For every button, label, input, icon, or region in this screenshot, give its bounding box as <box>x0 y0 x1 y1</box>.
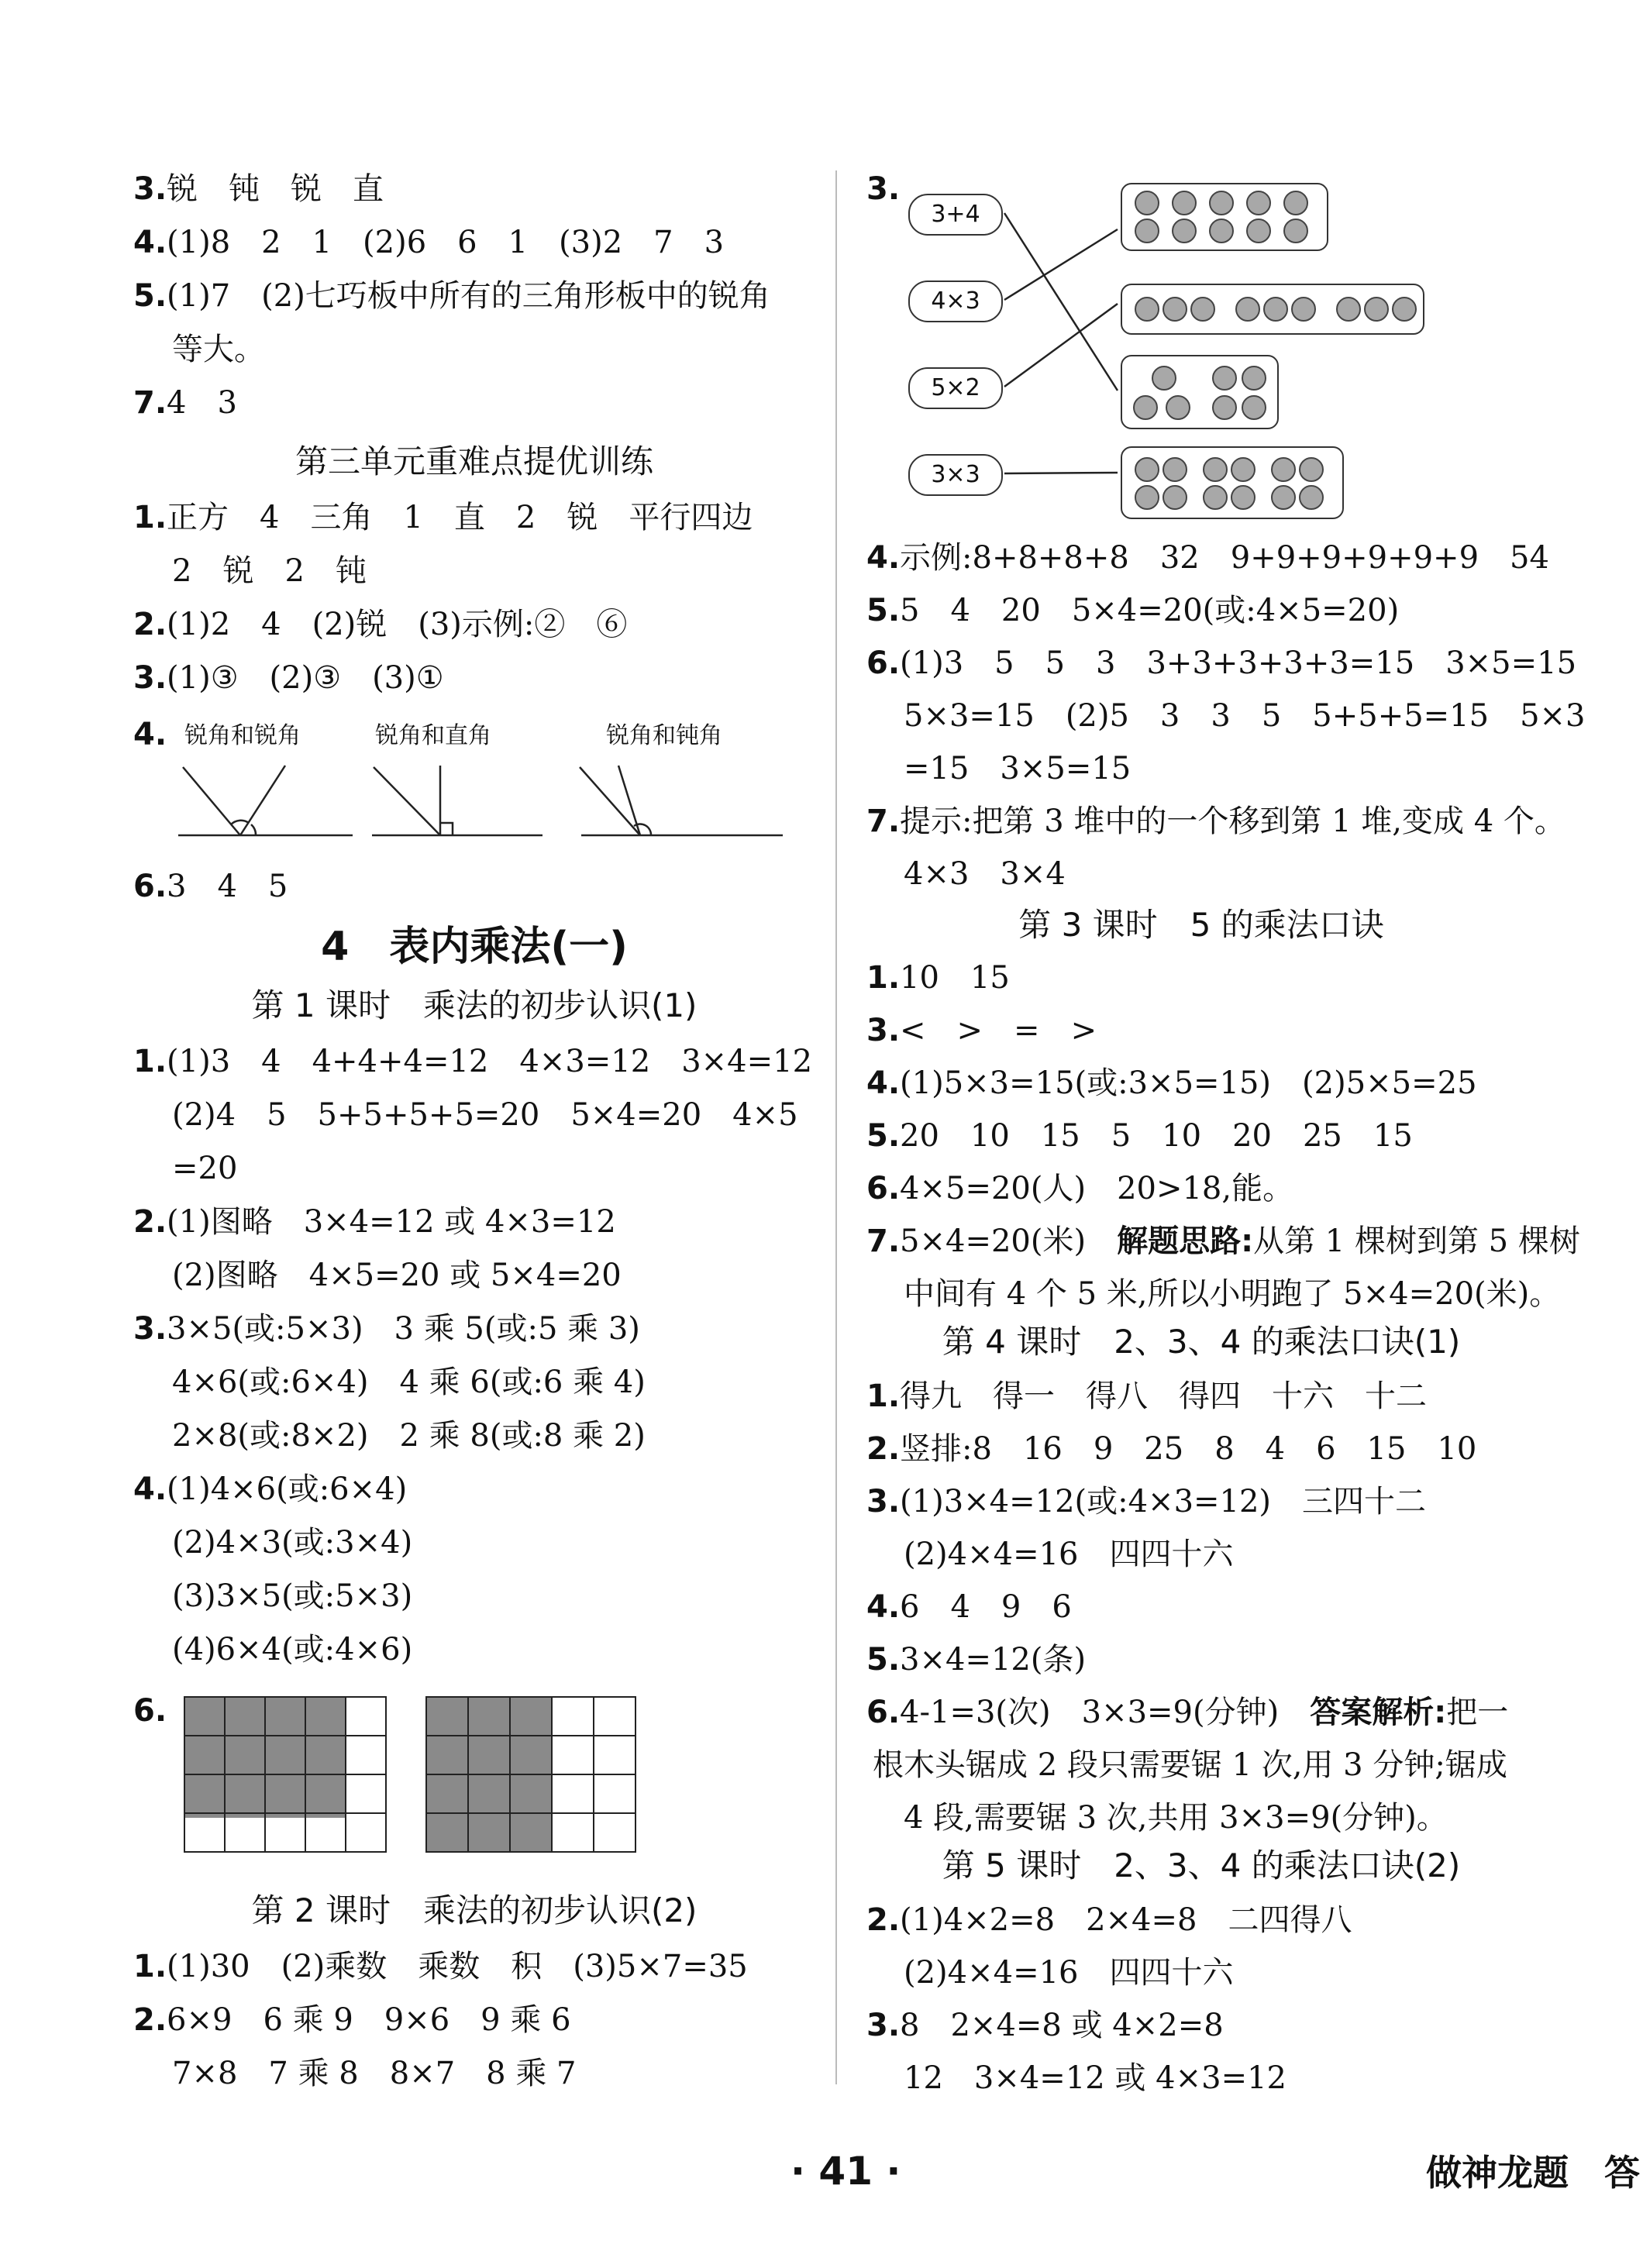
page-number: · 41 · <box>790 2149 901 2194</box>
answer-line: 4×3 3×4 <box>904 856 1066 892</box>
answer-line: =20 <box>172 1151 238 1186</box>
dot <box>1162 457 1187 482</box>
answer-line: 等大。 <box>172 332 265 367</box>
dot <box>1231 485 1256 510</box>
angle-arc <box>231 821 249 824</box>
answer-line: 4.示例:8+8+8+8 32 9+9+9+9+9+9 54 <box>866 540 1549 576</box>
answer-line: 2 锐 2 钝 <box>172 553 367 589</box>
answer-line: 2.(1)4×2=8 2×4=8 二四得八 <box>866 1902 1352 1938</box>
grid-a <box>184 1697 386 1852</box>
dot <box>1135 219 1159 243</box>
dot <box>1135 457 1159 482</box>
column-divider <box>835 170 837 2084</box>
dot <box>1162 485 1187 510</box>
dot <box>1242 395 1266 420</box>
answer-line: 4.(1)5×3=15(或:3×5=15) (2)5×5=25 <box>866 1065 1477 1101</box>
answer-line: 6. <box>133 1693 167 1729</box>
section-heading: 第三单元重难点提优训练 <box>294 442 653 480</box>
dot <box>1336 297 1361 322</box>
dot <box>1246 219 1271 243</box>
answer-line: 1.(1)3 4 4+4+4=12 4×3=12 3×4=12 <box>133 1044 813 1079</box>
dot <box>1203 485 1228 510</box>
answer-line: (4)6×4(或:4×6) <box>172 1632 413 1667</box>
answer-line: 7×8 7 乘 8 8×7 8 乘 7 <box>172 2056 577 2091</box>
answer-line: 中间有 4 个 5 米,所以小明跑了 5×4=20(米)。 <box>904 1276 1561 1312</box>
answer-line: 6.3 4 5 <box>133 869 288 904</box>
answer-line: 2.(1)图略 3×4=12 或 4×3=12 <box>133 1204 616 1240</box>
dot <box>1166 395 1190 420</box>
dot-group-box <box>1121 355 1279 429</box>
dot <box>1135 485 1159 510</box>
answer-line: 4 段,需要锯 3 次,共用 3×3=9(分钟)。 <box>904 1800 1448 1836</box>
grid-b <box>426 1697 636 1852</box>
expression-bubble: 5×2 <box>908 367 1003 409</box>
answer-line: (2)4×3(或:3×4) <box>172 1525 413 1561</box>
footer-brand: 做神龙题 答 <box>1426 2152 1640 2194</box>
dot <box>1162 297 1187 322</box>
angle-ray <box>374 767 440 835</box>
dot <box>1392 297 1417 322</box>
lesson-heading: 第 1 课时 乘法的初步认识(1) <box>251 986 698 1024</box>
dot <box>1242 366 1266 391</box>
answer-line: (2)4×4=16 四四十六 <box>904 1537 1234 1572</box>
dot <box>1209 219 1234 243</box>
dot <box>1190 297 1215 322</box>
answer-line: 5.5 4 20 5×4=20(或:4×5=20) <box>866 593 1400 628</box>
grid-drawings <box>183 1695 640 1857</box>
lesson-heading: 第 2 课时 乘法的初步认识(2) <box>251 1891 698 1929</box>
answer-line: 5.20 10 15 5 10 20 25 15 <box>866 1118 1413 1154</box>
answer-line: 5×3=15 (2)5 3 3 5 5+5+5=15 5×3 <box>904 698 1586 734</box>
dot <box>1283 219 1308 243</box>
answer-line: 2×8(或:8×2) 2 乘 8(或:8 乘 2) <box>172 1418 646 1454</box>
dot-group-box <box>1121 446 1344 519</box>
matching-lines <box>1003 186 1127 511</box>
dot <box>1212 366 1237 391</box>
angle-arc <box>251 824 256 835</box>
answer-line: 1.得九 得一 得八 得四 十六 十二 <box>866 1378 1428 1414</box>
lesson-heading: 第 3 课时 5 的乘法口诀 <box>1018 906 1384 944</box>
answer-line: 1.正方 4 三角 1 直 2 锐 平行四边 <box>133 500 753 535</box>
answer-line: 5.3×4=12(条) <box>866 1642 1087 1678</box>
dot <box>1263 297 1288 322</box>
angle-label: 锐角和直角 <box>375 722 491 749</box>
answer-line: 12 3×4=12 或 4×3=12 <box>904 2060 1286 2096</box>
dot <box>1135 191 1159 215</box>
right-angle-mark <box>440 823 453 835</box>
answer-line: 6.(1)3 5 5 3 3+3+3+3+3=15 3×5=15 <box>866 645 1577 681</box>
answer-line: 2.6×9 6 乘 9 9×6 9 乘 6 <box>133 2002 571 2038</box>
expression-bubble: 3+4 <box>908 194 1003 236</box>
dot <box>1172 191 1197 215</box>
expression-bubble: 4×3 <box>908 280 1003 322</box>
answer-line: 6.4×5=20(人) 20>18,能。 <box>866 1171 1294 1206</box>
expression-bubble: 3×3 <box>908 454 1003 496</box>
answer-line: 3.3×5(或:5×3) 3 乘 5(或:5 乘 3) <box>133 1311 640 1347</box>
answer-line: 3.锐 钝 锐 直 <box>133 171 384 207</box>
angle-label: 锐角和钝角 <box>606 722 722 749</box>
dot <box>1212 395 1237 420</box>
dot <box>1364 297 1389 322</box>
answer-line: 4.(1)8 2 1 (2)6 6 1 (3)2 7 3 <box>133 225 725 260</box>
angle-ray <box>240 766 285 835</box>
answer-line: 5.(1)7 (2)七巧板中所有的三角形板中的锐角 <box>133 278 770 314</box>
answer-line: 2.竖排:8 16 9 25 8 4 6 15 10 <box>866 1431 1477 1467</box>
angle-ray <box>580 767 640 835</box>
lesson-heading: 第 4 课时 2、3、4 的乘法口诀(1) <box>942 1323 1461 1361</box>
dot <box>1299 457 1324 482</box>
answer-line: 6.4-1=3(次) 3×3=9(分钟) 答案解析:把一 <box>866 1695 1509 1730</box>
dot <box>1299 485 1324 510</box>
answer-line: 2.(1)2 4 (2)锐 (3)示例:② ⑥ <box>133 607 628 642</box>
dot <box>1291 297 1316 322</box>
answer-line: 7.4 3 <box>133 385 237 421</box>
dot-group-box <box>1121 284 1424 335</box>
answer-line: (2)4 5 5+5+5+5=20 5×4=20 4×5 <box>172 1097 798 1133</box>
answer-line: 1.(1)30 (2)乘数 乘数 积 (3)5×7=35 <box>133 1949 748 1984</box>
answer-line: 3.8 2×4=8 或 4×2=8 <box>866 2008 1224 2043</box>
answer-line: =15 3×5=15 <box>904 751 1132 786</box>
lesson-heading: 第 5 课时 2、3、4 的乘法口诀(2) <box>942 1846 1461 1884</box>
angle-drawing-obtuse <box>574 752 806 845</box>
dot <box>1231 457 1256 482</box>
dot <box>1172 219 1197 243</box>
answer-line: (3)3×5(或:5×3) <box>172 1578 413 1614</box>
answer-line: 3.(1)③ (2)③ (3)① <box>133 660 444 696</box>
angle-label: 锐角和锐角 <box>184 722 301 749</box>
answer-line: (2)4×4=16 四四十六 <box>904 1955 1234 1991</box>
dot <box>1235 297 1260 322</box>
answer-line: 4.6 4 9 6 <box>866 1589 1072 1625</box>
dot <box>1203 457 1228 482</box>
dot <box>1135 297 1159 322</box>
answer-line: 4.(1)4×6(或:6×4) <box>133 1471 408 1507</box>
answer-line: 7.提示:把第 3 堆中的一个移到第 1 堆,变成 4 个。 <box>866 804 1566 839</box>
chapter-title: 4 表内乘法(一) <box>321 924 628 970</box>
dot <box>1209 191 1234 215</box>
dot <box>1271 457 1296 482</box>
dot <box>1271 485 1296 510</box>
dot <box>1152 366 1176 391</box>
answer-line: 根木头锯成 2 段只需要锯 1 次,用 3 分钟;锯成 <box>873 1747 1507 1783</box>
answer-line: 3.(1)3×4=12(或:4×3=12) 三四十二 <box>866 1484 1427 1519</box>
answer-line: 4×6(或:6×4) 4 乘 6(或:6 乘 4) <box>172 1365 646 1400</box>
answer-line: 4. <box>133 717 167 752</box>
dot <box>1246 191 1271 215</box>
answer-line: (2)图略 4×5=20 或 5×4=20 <box>172 1258 622 1293</box>
dot <box>1133 395 1158 420</box>
answer-line: 3.< > = > <box>866 1013 1097 1048</box>
answer-line: 3. <box>866 171 901 207</box>
answer-line: 1.10 15 <box>866 960 1010 996</box>
answer-line: 7.5×4=20(米) 解题思路:从第 1 棵树到第 5 棵树 <box>866 1223 1580 1259</box>
dot <box>1283 191 1308 215</box>
angle-drawings <box>170 752 558 845</box>
dot-group-box <box>1121 183 1328 251</box>
